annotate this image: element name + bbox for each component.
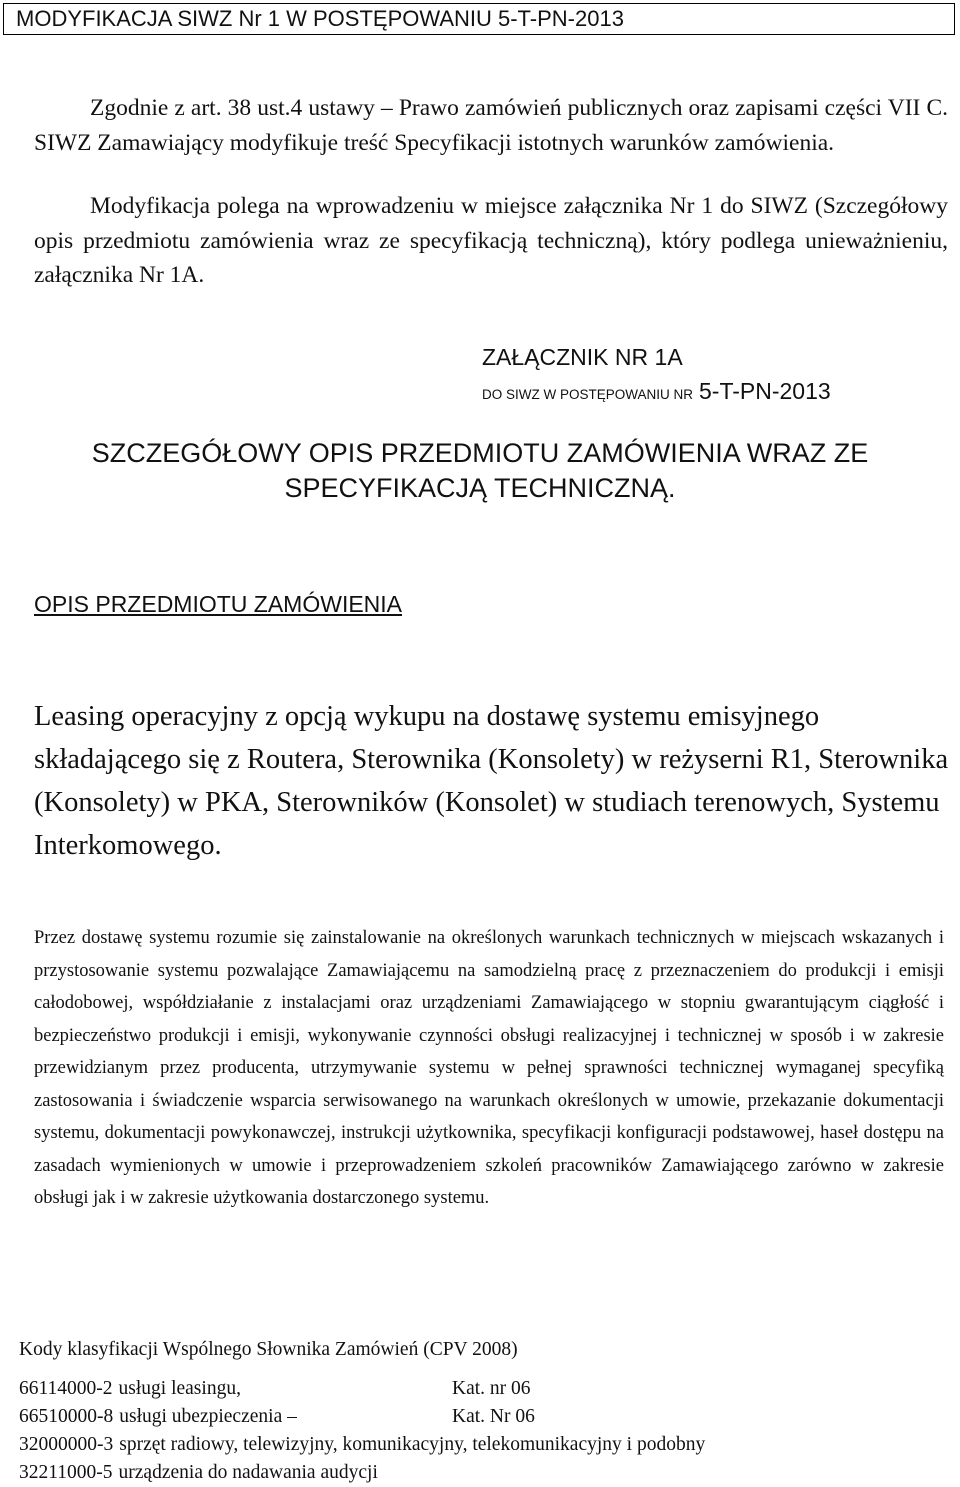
- intro-text-2: Modyfikacja polega na wprowadzeniu w miejsce załącznika Nr 1 do SIWZ (Szczegółowy opis przedmiotu zamówienia wraz ze specyfikacją techniczną), który podlega unieważnieniu, załącznika Nr 1A.: [34, 193, 948, 288]
- cpv-desc: usługi leasingu,: [118, 1378, 241, 1399]
- cpv-row: [19, 1403, 705, 1431]
- intro-paragraph-2: [34, 189, 948, 293]
- attachment-number: 5-T-PN-2013: [699, 378, 831, 404]
- intro-text-1: Zgodnie z art. 38 ust.4 ustawy – Prawo zamówień publicznych oraz zapisami części VII C. SIWZ Zamawiający modyfikuje treść Specyfikacji istotnych warunków zamówienia.: [34, 95, 948, 156]
- cpv-category: Kat. Nr 06: [452, 1406, 535, 1427]
- cpv-list: [19, 1375, 705, 1487]
- document-header: MODYFIKACJA SIWZ Nr 1 W POSTĘPOWANIU 5-T-PN-2013: [3, 3, 955, 35]
- cpv-code: 32000000-3: [19, 1434, 114, 1455]
- attachment-title: ZAŁĄCZNIK NR 1A: [482, 344, 683, 370]
- order-subject: Leasing operacyjny z opcją wykupu na dostawę systemu emisyjnego składającego się z Routera, Sterownika (Konsolety) w reżyserni R1, Sterownika (Konsolety) w PKA, Sterowników (Konsolet) w studiach terenowych, Systemu Interkomowego.: [34, 701, 949, 861]
- cpv-desc: urządzenia do nadawania audycji: [118, 1462, 378, 1483]
- cpv-row: [19, 1431, 705, 1459]
- delivery-description: Przez dostawę systemu rozumie się zainstalowanie na określonych warunkach technicznych w miejscach wskazanych i przystosowanie systemu pozwalające Zamawiającemu na samodzielną pracę z przeznaczeniem do produkcji i emisji całodobowej, współdziałanie z instalacjami oraz urządzeniami Zamawiającego w stopniu gwarantującym ciągłość i bezpieczeństwo produkcji i emisji, wykonywanie czynności obsługi realizacyjnej i technicznej w sposób i w zakresie przewidzianym przez producenta, utrzymywanie systemu w pełnej sprawności technicznej wymaganej specyfiką zastosowania i świadczenie wsparcia serwisowanego na warunkach określonych w umowie, przekazanie dokumentacji systemu, dokumentacji powykonawczej, instrukcji użytkownika, specyfikacji konfiguracji podstawowej, haseł dostępu na zasadach wymienionych w umowie i przeprowadzeniem szkoleń pracowników Zamawiającego zarówno w zakresie obsługi jak i w zakresie użytkowania dostarczonego systemu.: [34, 928, 944, 1208]
- intro-paragraph-1: [34, 91, 948, 160]
- attachment-subtitle: [482, 378, 831, 405]
- cpv-row: [19, 1459, 705, 1487]
- cpv-row: [19, 1375, 705, 1403]
- cpv-category: Kat. nr 06: [452, 1378, 531, 1399]
- cpv-desc: usługi ubezpieczenia –: [119, 1406, 297, 1427]
- cpv-code: 66114000-2: [19, 1378, 113, 1399]
- main-title: SZCZEGÓŁOWY OPIS PRZEDMIOTU ZAMÓWIENIA WRAZ ZE SPECYFIKACJĄ TECHNICZNĄ.: [91, 438, 869, 503]
- cpv-title: Kody klasyfikacji Wspólnego Słownika Zamówień (CPV 2008): [19, 1339, 518, 1360]
- cpv-code: 32211000-5: [19, 1462, 113, 1483]
- attachment-subtitle-label: DO SIWZ W POSTĘPOWANIU NR: [482, 387, 693, 402]
- cpv-desc: sprzęt radiowy, telewizyjny, komunikacyjny, telekomunikacyjny i podobny: [119, 1434, 706, 1455]
- cpv-code: 66510000-8: [19, 1406, 114, 1427]
- section-title: OPIS PRZEDMIOTU ZAMÓWIENIA: [34, 591, 403, 617]
